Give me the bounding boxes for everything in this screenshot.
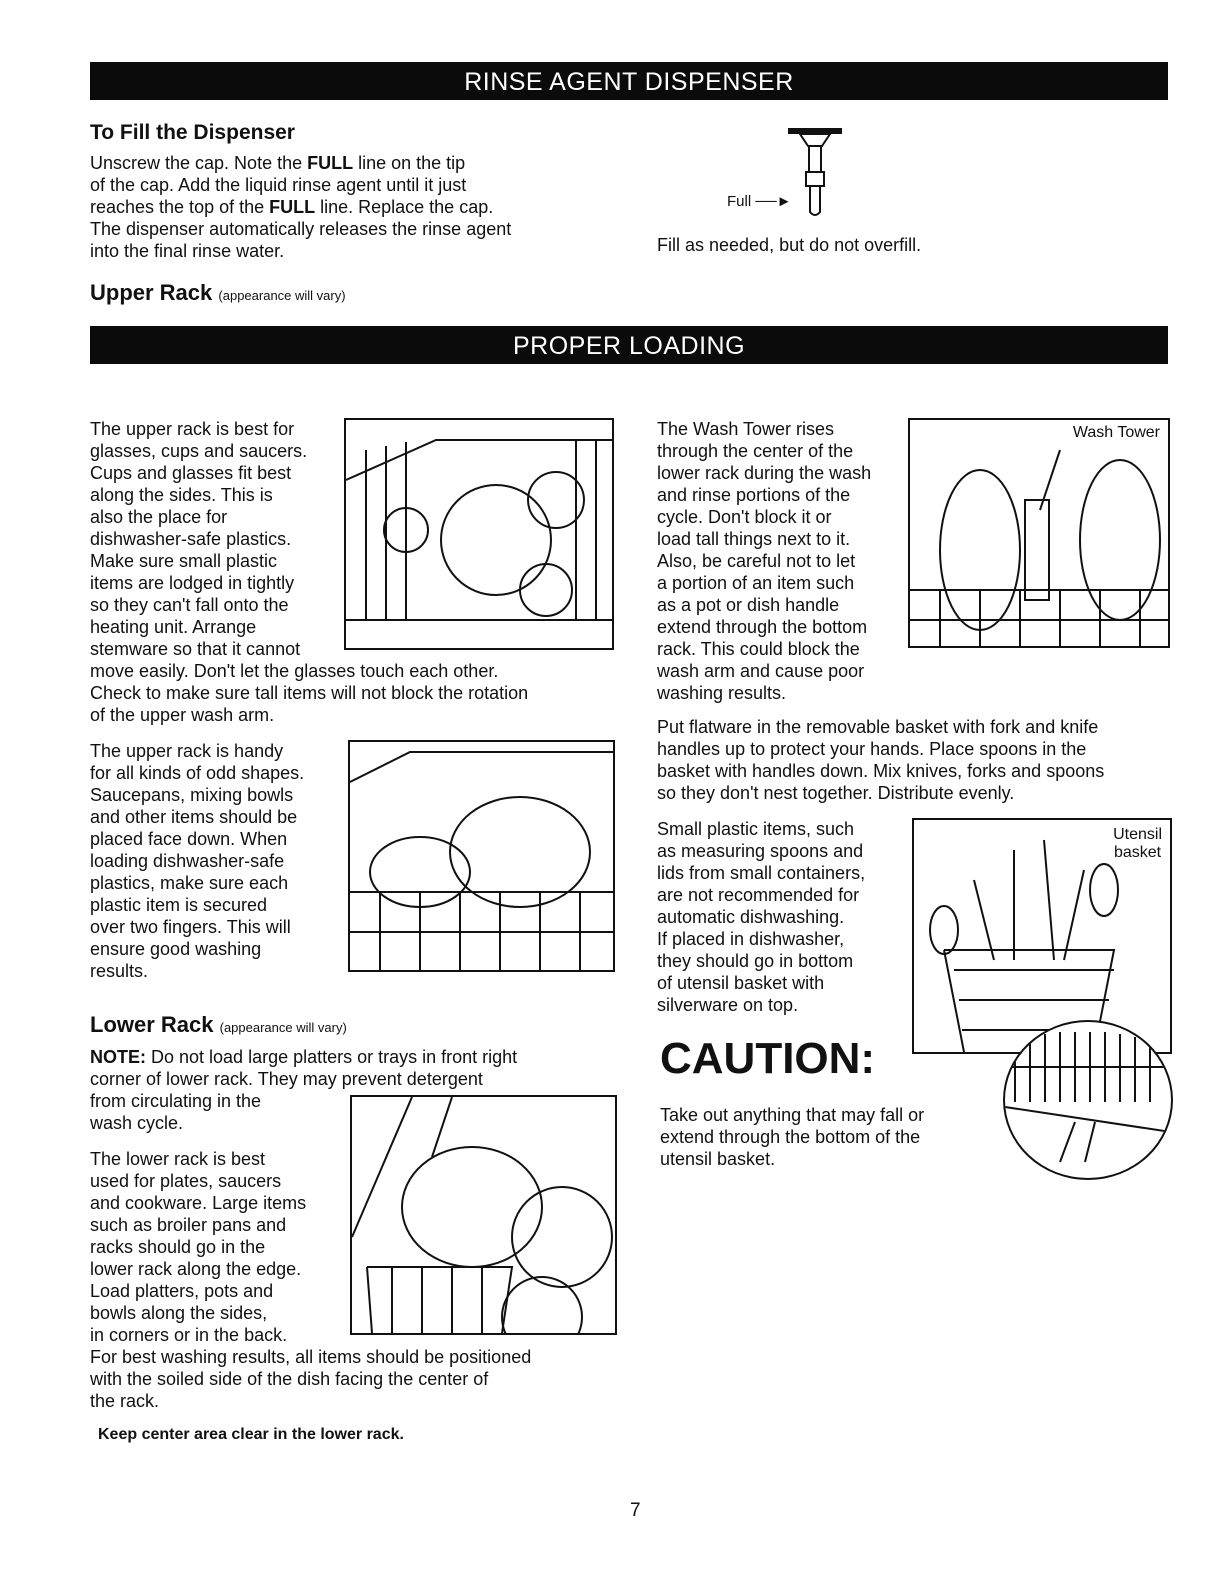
lower-rack-heading: Lower Rack (appearance will vary) <box>90 1012 347 1037</box>
proper-loading-banner: PROPER LOADING <box>90 326 1168 364</box>
arrow-right-icon: ──► <box>751 193 792 210</box>
fill-dispenser-text: Unscrew the cap. Note the FULL line on the tip of the cap. Add the liquid rinse agent until it just reaches the top of the FULL line. Replace the cap. The dispenser automatically releases the rinse agent into the final rinse water. <box>90 153 512 261</box>
page-number: 7 <box>630 1500 641 1521</box>
caution-text: Take out anything that may fall or extend through the bottom of the utensil basket. <box>660 1105 925 1169</box>
wash-tower-text: The Wash Tower rises through the center of the lower rack during the wash and rinse portions of the cycle. Don't block it or load tall things next to it. Also, be careful not to let a portion of an item such as a pot or dish handle extend through the bottom rack. This could block the wash arm and cause poor washing results. <box>657 419 872 703</box>
upper-rack-text-2: The upper rack is handy for all kinds of odd shapes. Saucepans, mixing bowls and other items should be placed face down. When loading dishwasher-safe plastics, make sure each plastic item is secured over two fingers. This will ensure good washing results. <box>90 741 305 981</box>
flatware-text: Put flatware in the removable basket with fork and knife handles up to protect your hands. Place spoons in the basket with handles down. Mix knives, forks and spoons so they don't nest together. Distribute evenly. <box>657 717 1105 803</box>
upper-rack-text-1: The upper rack is best for glasses, cups and saucers. Cups and glasses fit best along the sides. This is also the place for dishwasher-safe plastics. Make sure small plastic items are lodged in tightly so they can't fall onto the heating unit. Arrange stemware so that it cannot move easily. Don't let the glasses touch each other. Check to make sure tall items will not block the rotation of the upper wash arm. <box>90 419 529 725</box>
fill-dispenser-heading: To Fill the Dispenser <box>90 121 295 144</box>
rinse-agent-banner: RINSE AGENT DISPENSER <box>90 62 1168 100</box>
caution-title: CAUTION: <box>660 1034 876 1083</box>
small-plastic-text: Small plastic items, such as measuring spoons and lids from small containers, are not recommended for automatic dishwashing. If placed in dishwasher, they should go in bottom of utensil basket with silverware on top. <box>657 819 866 1015</box>
utensil-basket-label: Utensil basket <box>1113 826 1162 861</box>
full-label: Full ──► <box>727 193 792 210</box>
lower-rack-text: The lower rack is best used for plates, saucers and cookware. Large items such as broiler pans and racks should go in the lower rack along the edge. Load platters, pots and bowls along the sides, in corners or in the back. For best washing results, all items should be positioned with the soiled side of the dish facing the center of the rack. <box>90 1149 532 1411</box>
basket-closeup-circle <box>1003 1020 1173 1180</box>
upper-rack-illustration <box>344 418 614 650</box>
lower-rack-illustration <box>350 1095 617 1335</box>
utensil-basket-illustration <box>912 818 1172 1054</box>
wash-tower-label: Wash Tower <box>1072 424 1160 441</box>
upper-rack-heading: Upper Rack (appearance will vary) <box>90 280 346 305</box>
wash-tower-illustration <box>908 418 1170 648</box>
dispenser-cap-illustration <box>780 126 870 222</box>
keep-center-clear: Keep center area clear in the lower rack. <box>98 1426 404 1443</box>
fill-caption: Fill as needed, but do not overfill. <box>657 235 922 255</box>
lower-rack-note: NOTE: Do not load large platters or trays in front right corner of lower rack. They may prevent detergent from circulating in the wash cycle. <box>90 1047 518 1133</box>
upper-rack-odd-shapes-illustration <box>348 740 615 972</box>
